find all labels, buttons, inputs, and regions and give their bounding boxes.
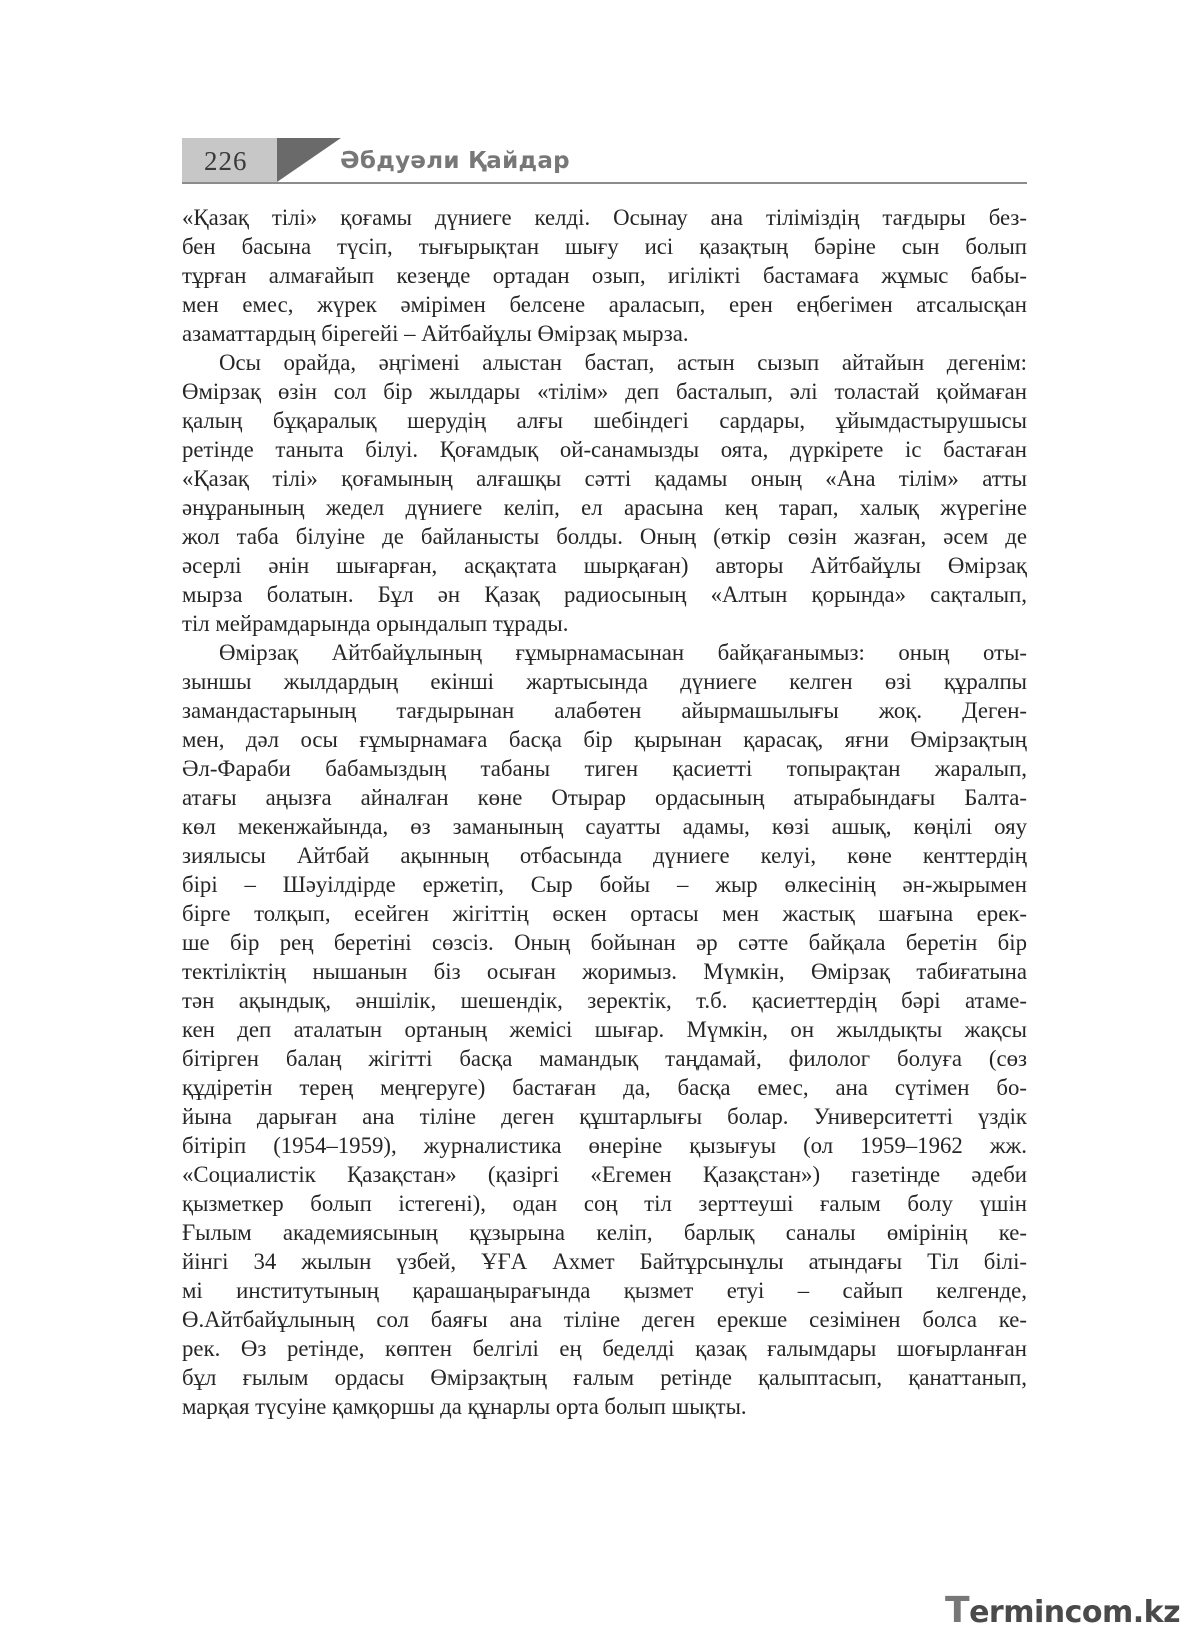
body-text — [182, 203, 1027, 1421]
watermark-text: ermincom.kz — [969, 1595, 1180, 1630]
text-line: жол таба білуіне де байланысты болды. Оның (өткір сөзін жазған, әсем де — [182, 524, 1027, 549]
text-line: қызметкер болып істегені), одан соң тіл зерттеуші ғалым болу үшін — [182, 1191, 1027, 1216]
text-line: тектіліктің нышанын біз осыған жоримыз. Мүмкін, Өмірзақ табиғатына — [182, 959, 1027, 984]
text-line: бітірген балаң жігітті басқа мамандық таңдамай, филолог болуға (сөз — [182, 1046, 1027, 1071]
text-line: «Қазақ тілі» қоғамының алғашқы сәтті қадамы оның «Ана тілім» атты — [182, 466, 1027, 491]
text-line: кен деп аталатын ортаның жемісі шығар. Мүмкін, он жылдықты жақсы — [182, 1017, 1027, 1042]
text-line: ше бір рең беретіні сөзсіз. Оның бойынан әр сәтте байқала беретін бір — [182, 930, 1027, 955]
watermark-initial: T — [945, 1590, 970, 1631]
text-line: «Қазақ тілі» қоғамы дүниеге келді. Осынау ана тіліміздің тағдыры без- — [182, 205, 1027, 230]
text-line: Ө.Айтбайұлының сол баяғы ана тіліне деген ерекше сезімінен болса ке- — [182, 1307, 1027, 1332]
text-line: мен емес, жүрек әмірімен белсене араласып, ерен еңбегімен атсалысқан — [182, 292, 1027, 317]
paragraph — [182, 203, 1027, 348]
text-line: көл мекенжайында, өз заманының сауатты адамы, көзі ашық, көңілі ояу — [182, 814, 1027, 839]
text-line: азаматтардың бірегейі – Айтбайұлы Өмірзақ мырза. — [182, 321, 689, 346]
text-line: «Социалистік Қазақстан» (қазіргі «Егемен Қазақстан») газетінде әдеби — [182, 1162, 1027, 1187]
text-line: әсерлі әнін шығарған, асқақтата шырқаған) авторы Айтбайұлы Өмірзақ — [182, 553, 1027, 578]
text-line: Ғылым академиясының құзырына келіп, барлық саналы өмірінің ке- — [182, 1220, 1027, 1245]
running-title: Әбдуәли Қайдар — [340, 148, 570, 174]
text-line: ретінде таныта білуі. Қоғамдық ой-санамызды оята, дүркірете іс бастаған — [182, 437, 1027, 462]
text-line: Өмірзақ Айтбайұлының ғұмырнамасынан байқағанымыз: оның оты- — [219, 640, 1027, 665]
text-line: мырза болатын. Бұл ән Қазақ радиосының «Алтын қорында» сақталып, — [182, 582, 1027, 607]
text-line: тән ақындық, әншілік, шешендік, зеректік, т.б. қасиеттердің бәрі атаме- — [182, 988, 1027, 1013]
text-line: бұл ғылым ордасы Өмірзақтың ғалым ретінде қалыптасып, қанаттанып, — [182, 1365, 1027, 1390]
page-header — [182, 138, 1027, 188]
paragraph — [182, 638, 1027, 1421]
text-line: құдіретін терең меңгеруге) бастаған да, басқа емес, ана сүтімен бо- — [182, 1075, 1027, 1100]
text-line: марқая түсуіне қамқоршы да құнарлы орта болып шықты. — [182, 1394, 747, 1419]
paragraph — [182, 348, 1027, 638]
text-line: бірі – Шәуілдірде ержетіп, Сыр бойы – жыр өлкесінің ән-жырымен — [182, 872, 1027, 897]
page-number: 226 — [204, 146, 248, 176]
text-line: мі институтының қарашаңырағында қызмет етуі – сайып келгенде, — [182, 1278, 1027, 1303]
text-line: бірге толқып, есейген жігіттің өскен ортасы мен жастық шағына ерек- — [182, 901, 1027, 926]
text-line: қалың бұқаралық шерудің алғы шебіндегі сардары, ұйымдастырушысы — [182, 408, 1027, 433]
text-line: рек. Өз ретінде, көптен белгілі ең беделді қазақ ғалымдары шоғырланған — [182, 1336, 1027, 1361]
text-line: тіл мейрамдарында орындалып тұрады. — [182, 611, 569, 636]
text-line: зиялысы Айтбай ақынның отбасында дүниеге келуі, көне кенттердің — [182, 843, 1027, 868]
text-line: мен, дәл осы ғұмырнамаға басқа бір қырынан қарасақ, яғни Өмірзақтың — [182, 727, 1027, 752]
text-line: Әл-Фараби бабамыздың табаны тиген қасиетті топырақтан жаралып, — [182, 756, 1027, 781]
header-rule — [182, 182, 1027, 184]
text-line: замандастарының тағдырынан алабөтен айырмашылығы жоқ. Деген- — [182, 698, 1027, 723]
text-line: бен басына түсіп, тығырықтан шығу исі қазақтың бәріне сын болып — [182, 234, 1027, 259]
text-line: йына дарыған ана тіліне деген құштарлығы болар. Университетті үздік — [182, 1104, 1027, 1129]
text-line: Осы орайда, әңгімені алыстан бастап, астын сызып айтайын дегенім: — [219, 350, 1027, 375]
text-line: атағы аңызға айналған көне Отырар ордасының атырабындағы Балта- — [182, 785, 1027, 810]
page-number-box — [182, 138, 277, 182]
text-line: әнұранының жедел дүниеге келіп, ел арасына кең тарап, халық жүрегіне — [182, 495, 1027, 520]
text-line: йінгі 34 жылын үзбей, ҰҒА Ахмет Байтұрсынұлы атындағы Тіл білі- — [182, 1249, 1027, 1274]
text-line: бітіріп (1954–1959), журналистика өнеріне қызығуы (ол 1959–1962 жж. — [182, 1133, 1027, 1158]
text-line: Өмірзақ өзін сол бір жылдары «тілім» деп басталып, әлі толастай қоймаған — [182, 379, 1027, 404]
text-line: зыншы жылдардың екінші жартысында дүниеге келген өзі құралпы — [182, 669, 1027, 694]
text-line: тұрған алмағайып кезеңде ортадан озып, игілікті бастамаға жұмыс бабы- — [182, 263, 1027, 288]
site-watermark — [945, 1590, 1180, 1631]
header-wedge-decoration — [277, 138, 341, 182]
